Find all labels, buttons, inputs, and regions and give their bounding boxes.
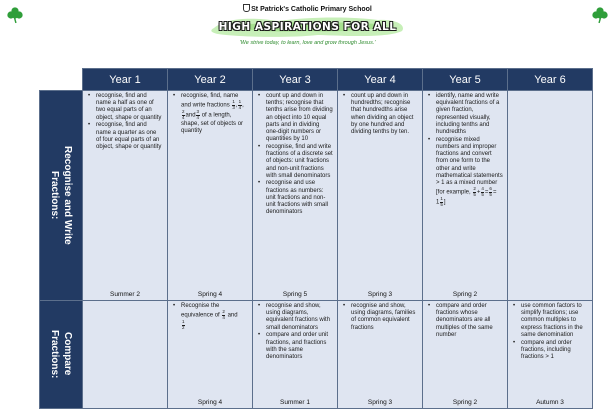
table-cell <box>338 91 423 301</box>
term-label: Autumn 3 <box>536 399 564 406</box>
year-header: Year 6 <box>508 69 593 91</box>
objective-item: • use common factors to simplify fractions; use common multiples to express fractions in the same denomination <box>511 303 588 339</box>
school-name: St Patrick's Catholic Primary School <box>0 4 615 14</box>
objective-list <box>341 93 418 136</box>
objective-list <box>341 303 418 332</box>
fraction: $\frac{1}{2}$ <box>182 319 185 330</box>
objective-list <box>511 303 588 361</box>
table-cell <box>423 91 508 301</box>
table-cell <box>253 91 338 301</box>
table-row <box>40 301 593 409</box>
term-label: Spring 3 <box>367 399 393 406</box>
table-cell <box>253 301 338 409</box>
school-motto: 'We strive today, to learn, love and grow through Jesus.' <box>239 40 376 46</box>
table-corner <box>40 69 83 91</box>
aspirations-banner <box>208 16 408 38</box>
mixed-number: 1 $\frac{1}{5}$ <box>436 196 443 207</box>
page-header <box>0 4 615 47</box>
year-header: Year 3 <box>253 69 338 91</box>
row-heading-recognise-write: Fractions: Recognise and Write <box>40 91 83 301</box>
term-label: Summer 2 <box>110 291 140 298</box>
banner-title: HIGH ASPIRATIONS FOR ALL <box>218 21 397 33</box>
year-header: Year 2 <box>168 69 253 91</box>
term-label: Spring 5 <box>282 291 308 298</box>
fraction: $\frac{1}{3}$ <box>232 99 235 110</box>
objective-item: • recognise, find and name a half as one of two equal parts of an object, shape or quantity <box>86 93 163 122</box>
table-cell <box>83 301 168 409</box>
objective-item: • recognise and show, using diagrams, equivalent fractions with small denominators <box>256 303 333 332</box>
fraction: $\frac{2}{5}$ <box>473 186 476 197</box>
objective-item: • identify, name and write equivalent fractions of a given fraction, represented visually, including tenths and hundredths <box>426 93 503 136</box>
objective-item: • recognise, find, name and write fractions $\frac{1}{3}$ , $\frac{1}{4}$ , $\frac{2}{4}$ and $\frac{3}{4}$ of a length, shape, set of objects or quantity <box>171 93 248 135</box>
table-row <box>40 91 593 301</box>
school-crest-icon <box>243 4 250 12</box>
objective-list <box>426 303 503 339</box>
term-label: Spring 2 <box>452 399 478 406</box>
objective-list <box>86 93 163 151</box>
objective-item: • recognise and show, using diagrams, families of common equivalent fractions <box>341 303 418 332</box>
table-cell <box>423 301 508 409</box>
objective-item: • compare and order unit fractions, and fractions with the same denominators <box>256 332 333 361</box>
table-cell <box>168 91 253 301</box>
objective-item: • count up and down in hundredths; recognise that hundredths arise when dividing an object by one hundred and dividing tenths by ten. <box>341 93 418 136</box>
year-header-row <box>40 69 593 91</box>
table-cell <box>508 301 593 409</box>
fraction: $\frac{1}{4}$ <box>238 99 242 110</box>
objective-list <box>256 93 333 216</box>
year-header: Year 5 <box>423 69 508 91</box>
fraction: $\frac{1}{5}$ <box>440 196 443 207</box>
objective-list <box>256 303 333 361</box>
table-cell <box>168 301 253 409</box>
fraction: $\frac{2}{4}$ <box>182 109 185 120</box>
term-label: Spring 4 <box>197 399 223 406</box>
objective-item: • compare and order fractions, including fractions > 1 <box>511 340 588 362</box>
term-label: Spring 2 <box>452 291 478 298</box>
fraction: $\frac{3}{4}$ <box>196 109 200 120</box>
objective-item: • recognise mixed numbers and improper fractions and convert from one form to the other and write mathematical statements > 1 as a mixed number [for example, $\frac{2}{5}$ + $\frac{4}{5}$ = $\frac{6}{5}$ = 1 $\frac{1}{5}$ ] <box>426 137 503 208</box>
objective-list <box>171 303 248 331</box>
objective-item: • recognise, find and name a quarter as one of four equal parts of an object, shape or quantity <box>86 122 163 151</box>
term-label: Spring 4 <box>197 291 223 298</box>
fraction: $\frac{6}{5}$ <box>489 186 492 197</box>
table-cell <box>83 91 168 301</box>
table-cell <box>508 91 593 301</box>
term-label: Spring 3 <box>367 291 393 298</box>
row-heading-compare: Fractions: Compare <box>40 301 83 409</box>
objective-item: • count up and down in tenths; recognise that tenths arise from dividing an object into 10 equal parts and in dividing one-digit numbers or quantities by 10 <box>256 93 333 143</box>
objective-item: • recognise and use fractions as numbers: unit fractions and non-unit fractions with small denominators <box>256 180 333 216</box>
objective-item: • Recognise the equivalence of $\frac{2}{4}$ and $\frac{1}{2}$ <box>171 303 248 331</box>
fraction: $\frac{2}{4}$ <box>222 309 225 320</box>
fractions-curriculum-table <box>39 68 593 409</box>
year-header: Year 4 <box>338 69 423 91</box>
table-cell <box>338 301 423 409</box>
objective-list <box>426 93 503 208</box>
objective-item: • compare and order fractions whose denominators are all multiples of the same number <box>426 303 503 339</box>
objective-item: • recognise, find and write fractions of a discrete set of objects: unit fractions and non-unit fractions with small denominators <box>256 144 333 180</box>
year-header: Year 1 <box>83 69 168 91</box>
objective-list <box>171 93 248 135</box>
fraction: $\frac{4}{5}$ <box>481 186 484 197</box>
term-label: Summer 1 <box>280 399 310 406</box>
